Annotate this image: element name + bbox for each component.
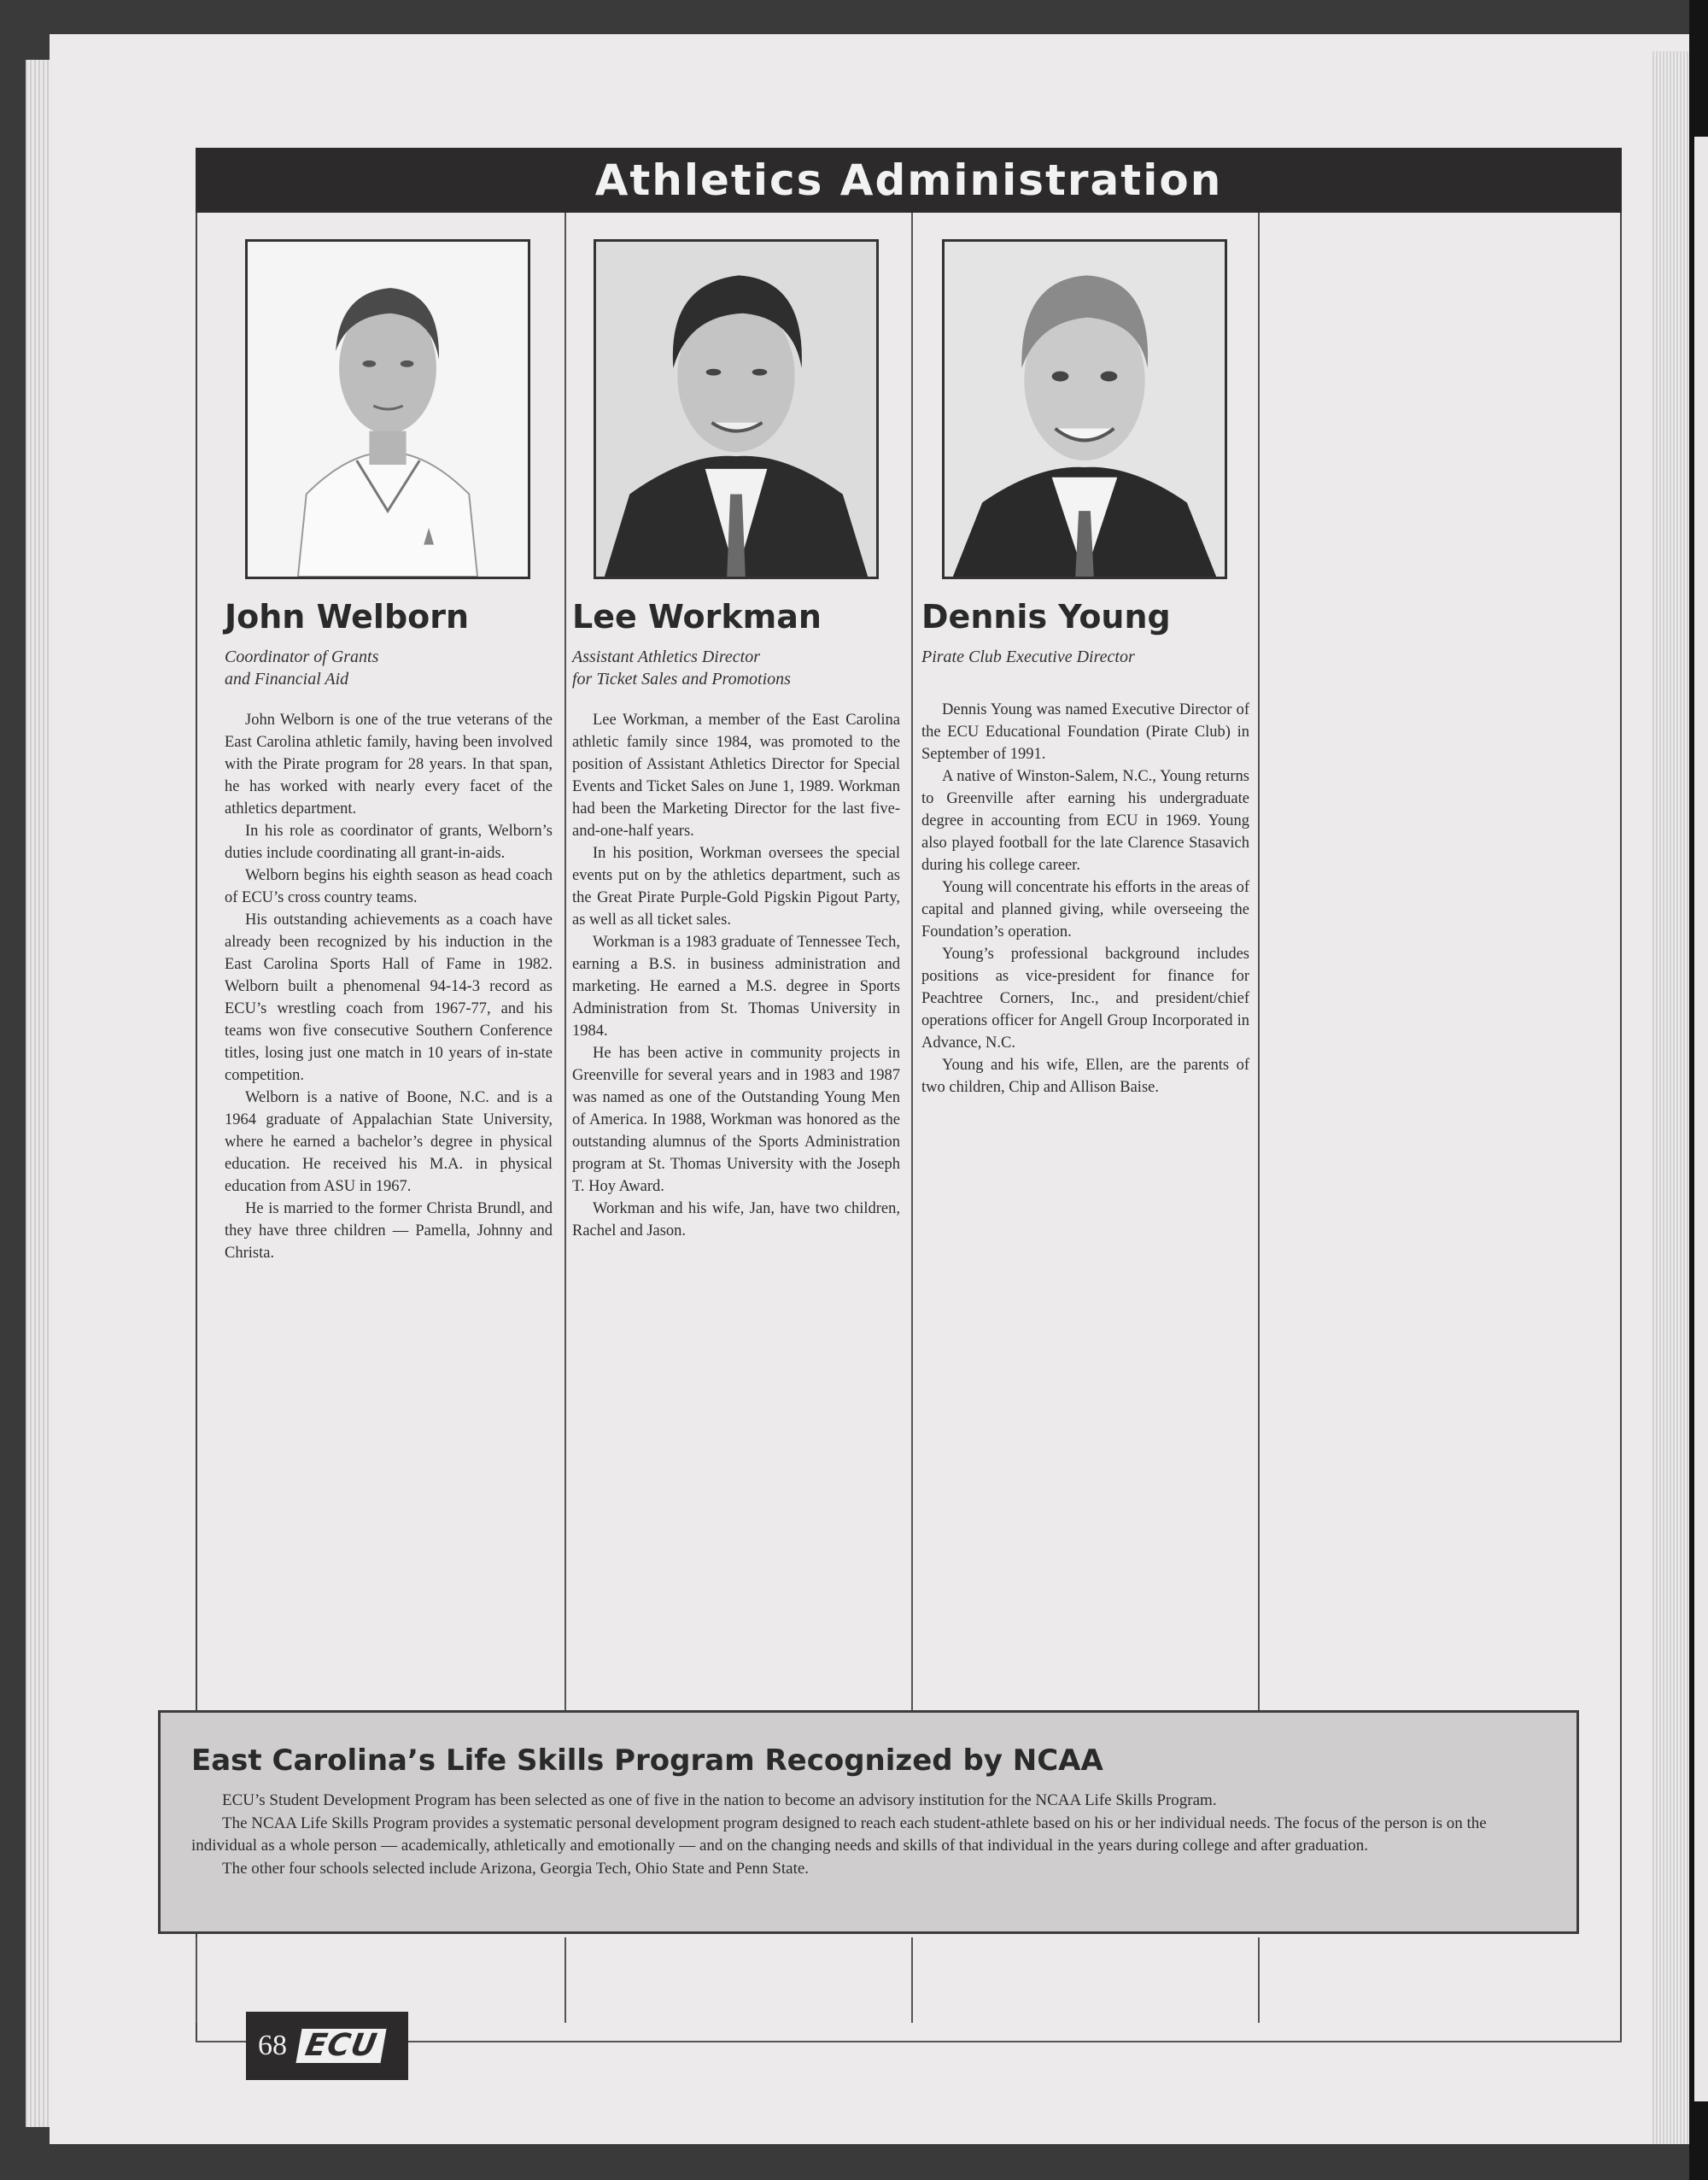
ncaa-paragraph: ECU’s Student Development Program has been selected as one of five in the nation to become an advisory institution for the NCAA Life Skills Program. xyxy=(222,1791,1217,1809)
bio-paragraph: His outstanding achievements as a coach have already been recognized by his induction in the East Carolina Sports Hall of Fame in 1982. Welborn built a phenomenal 94-14-3 record as ECU’s wrestling coach from 1967-77, and his teams won five consecutive Southern Conference titles, losing just one match in 10 years of in-state competition. xyxy=(225,911,553,1084)
page-footer-badge xyxy=(246,2012,408,2080)
bio-john-welborn xyxy=(225,598,553,1264)
bio-paragraph: He is married to the former Christa Brundl, and they have three children — Pamella, Johnny and Christa. xyxy=(225,1200,553,1262)
page-stack-right xyxy=(1652,51,1691,2144)
page-number: 68 xyxy=(258,2030,287,2061)
bio-text xyxy=(225,709,553,1264)
page-stack-left xyxy=(26,60,51,2127)
bio-paragraph: John Welborn is one of the true veterans of the East Carolina athletic family, having been involved with the Pirate program for 28 years. In that span, he has worked with nearly every facet of the athletics department. xyxy=(225,712,553,818)
bio-lee-workman xyxy=(572,598,900,1242)
ncaa-paragraph: The other four schools selected include Arizona, Georgia Tech, Ohio State and Penn State. xyxy=(222,1859,810,1878)
photo-dennis-young xyxy=(942,239,1227,579)
staff-name: Lee Workman xyxy=(572,598,822,636)
ncaa-text xyxy=(191,1790,1546,1880)
bio-paragraph: Young’s professional background includes positions as vice-president for finance for Peachtree Corners, Inc., and president/chief operations officer for Angell Group Incorporated in Advance, N.C. xyxy=(921,946,1249,1052)
bio-paragraph: Workman and his wife, Jan, have two children, Rachel and Jason. xyxy=(572,1200,900,1239)
bio-paragraph: Dennis Young was named Executive Director of the ECU Educational Foundation (Pirate Club) in September of 1991. xyxy=(921,701,1249,763)
bio-paragraph: Workman is a 1983 graduate of Tennessee Tech, earning a B.S. in business administration and marketing. He earned a M.S. degree in Sports Administration from St. Thomas University in 1984. xyxy=(572,934,900,1040)
staff-title: Pirate Club Executive Director xyxy=(921,648,1135,666)
column-divider xyxy=(1258,213,1260,1710)
column-divider xyxy=(1258,1937,1260,2023)
column-divider xyxy=(911,1937,913,2023)
staff-name: Dennis Young xyxy=(921,598,1171,636)
column-divider xyxy=(564,1937,566,2023)
bio-text xyxy=(572,709,900,1242)
bio-paragraph: He has been active in community projects in Greenville for several years and in 1983 and 1987 was named as one of the Outstanding Young Men of America. In 1988, Workman was honored as the outstanding alumnus of the Sports Administration program at St. Thomas University with the Joseph T. Hoy Award. xyxy=(572,1045,900,1195)
frame-bottom-rule xyxy=(196,2041,1622,2042)
staff-title: Coordinator of Grants and Financial Aid xyxy=(225,648,379,689)
column-divider xyxy=(196,1937,197,2023)
bio-paragraph: Lee Workman, a member of the East Carolina athletic family since 1984, was promoted to the position of Assistant Athletics Director for Special Events and Ticket Sales on June 1, 1989. Workman had been the Marketing Director for the last five-and-one-half years. xyxy=(572,712,900,840)
staff-name: John Welborn xyxy=(225,598,470,636)
ncaa-paragraph: The NCAA Life Skills Program provides a systematic personal development program designed to reach each student-athlete based on his or her individual needs. The focus of the person is on the individual as a whole person — academically, athletically and emotionally — and on the changing needs and skills of that individual in the years during college and after graduation. xyxy=(191,1814,1487,1855)
bio-paragraph: Welborn begins his eighth season as head coach of ECU’s cross country teams. xyxy=(225,867,553,906)
ecu-logo: ECU xyxy=(295,2026,387,2066)
bio-dennis-young xyxy=(921,598,1249,1099)
page-title: Athletics Administration xyxy=(196,148,1622,213)
photo-lee-workman xyxy=(594,239,879,579)
bio-paragraph: Welborn is a native of Boone, N.C. and is a 1964 graduate of Appalachian State University, where he earned a bachelor’s degree in physical education. He received his M.A. in physical education from ASU in 1967. xyxy=(225,1089,553,1195)
facing-page-edge xyxy=(1694,137,1708,2101)
bio-paragraph: In his position, Workman oversees the special events put on by the athletics department, such as the Great Pirate Purple-Gold Pigskin Pigout Party, as well as all ticket sales. xyxy=(572,845,900,929)
column-divider xyxy=(911,213,913,1710)
ncaa-heading: East Carolina’s Life Skills Program Recognized by NCAA xyxy=(191,1743,1103,1778)
bio-paragraph: Young will concentrate his efforts in the areas of capital and planned giving, while overseeing the Foundation’s operation. xyxy=(921,879,1249,941)
photo-john-welborn xyxy=(245,239,530,579)
staff-title: Assistant Athletics Director for Ticket Sales and Promotions xyxy=(572,648,791,689)
bio-paragraph: In his role as coordinator of grants, Welborn’s duties include coordinating all grant-in-aids. xyxy=(225,823,553,862)
column-divider xyxy=(564,213,566,1710)
bio-paragraph: A native of Winston-Salem, N.C., Young returns to Greenville after earning his undergraduate degree in accounting from ECU in 1969. Young also played football for the late Clarence Stasavich during his college career. xyxy=(921,768,1249,874)
bio-text xyxy=(921,699,1249,1099)
ncaa-life-skills-box xyxy=(158,1710,1579,1934)
bio-paragraph: Young and his wife, Ellen, are the parents of two children, Chip and Allison Baise. xyxy=(921,1057,1249,1096)
